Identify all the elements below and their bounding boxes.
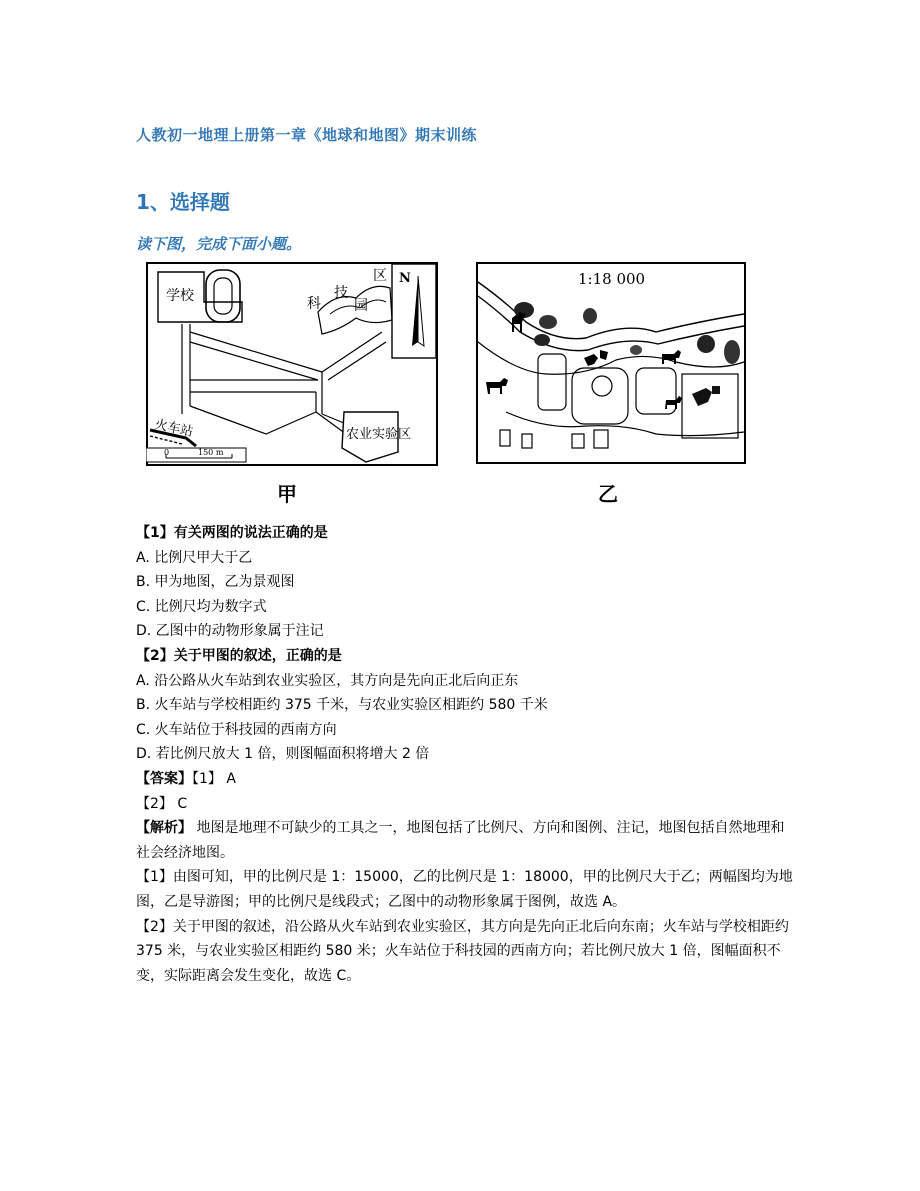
- map-feature: [630, 345, 642, 355]
- q2-stem: 【2】关于甲图的叙述，正确的是: [136, 647, 342, 664]
- map-figure-yi: [476, 262, 746, 466]
- map-feature: [539, 315, 557, 329]
- animal-icon: [712, 386, 720, 394]
- analysis-1: 【1】由图可知，甲的比例尺是 1：15000，乙的比例尺是 1：18000，甲的比例尺大于乙；两幅图均为地图，乙是导游图；甲的比例尺是线段式；乙图中的动物形象属于图例，故选 A。: [136, 869, 793, 910]
- label-park: 园: [354, 298, 368, 314]
- answer-label: 【答案】: [136, 770, 192, 787]
- q1-option-c: C. 比例尺均为数字式: [136, 598, 267, 615]
- question-intro: 读下图，完成下面小题。: [136, 235, 302, 253]
- analysis-intro: [136, 816, 796, 865]
- scale-zero: 0: [164, 448, 170, 457]
- answer-line-1: [136, 767, 796, 792]
- caption-jia: 甲: [277, 482, 297, 506]
- q1-option-a: A. 比例尺甲大于乙: [136, 549, 253, 566]
- label-station: 火车站: [153, 417, 195, 441]
- map-figure-jia: [146, 262, 438, 466]
- document-title: 人教初一地理上册第一章《地球和地图》期末训练: [136, 126, 478, 144]
- q2-option-d: D. 若比例尺放大 1 倍，则图幅面积将增大 2 倍: [136, 746, 430, 763]
- label-district: 区: [373, 268, 387, 284]
- q1-stem: 【1】有关两图的说法正确的是: [136, 525, 328, 541]
- caption-yi: 乙: [598, 482, 618, 506]
- analysis-text: 地图是地理不可缺少的工具之一，地图包括了比例尺、方向和图例、注记，地图包括自然地理和社会经济地图。: [136, 820, 785, 861]
- scale-value: 150 m: [198, 448, 224, 457]
- answer-1: 【1】 A: [192, 770, 236, 787]
- north-label: N: [399, 271, 411, 286]
- section-heading: 1、选择题: [136, 190, 230, 214]
- q2-option-b: B. 火车站与学校相距约 375 千米，与农业实验区相距约 580 千米: [136, 697, 548, 714]
- scale-label: 1:18 000: [578, 270, 646, 288]
- map-feature: [724, 340, 740, 364]
- q2-option-c: C. 火车站位于科技园的西南方向: [136, 721, 337, 738]
- q1-option-d: D. 乙图中的动物形象属于注记: [136, 623, 324, 640]
- map-feature: [583, 308, 597, 324]
- q1-option-b: B. 甲为地图，乙为景观图: [136, 574, 295, 591]
- question-body: [136, 521, 796, 988]
- map-feature: [534, 334, 550, 346]
- answer-2: 【2】 C: [136, 795, 188, 812]
- label-school: 学校: [166, 288, 194, 304]
- map-feature: [697, 335, 715, 353]
- label-farm: 农业实验区: [346, 427, 412, 442]
- label-ji: 技: [334, 285, 348, 301]
- label-ke: 科: [307, 296, 321, 312]
- q2-option-a: A. 沿公路从火车站到农业实验区，其方向是先向正北后向正东: [136, 672, 519, 689]
- analysis-2: 【2】关于甲图的叙述，沿公路从火车站到农业实验区，其方向是先向正北后向东南；火车站与学校相距约 375 米，与农业实验区相距约 580 米；火车站位于科技园的西南方向；若比例尺放大 1 倍，图幅面积不变，实际距离会发生变化，故选 C。: [136, 918, 789, 984]
- analysis-label: 【解析】: [136, 820, 192, 837]
